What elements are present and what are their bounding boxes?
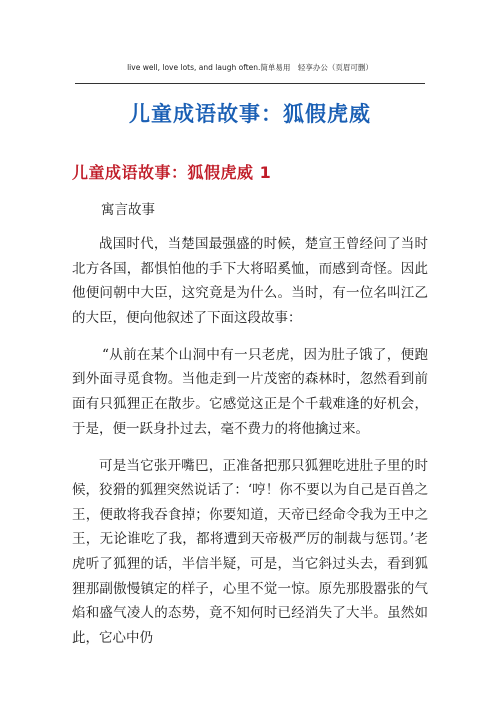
document-title: 儿童成语故事：狐假虎威 [129,102,371,126]
body-text [72,232,428,663]
header-divider [75,83,425,84]
page-header: live well, love lots, and laugh often.简单易用 轻享办公（页眉可删） [127,63,373,72]
paragraph: “从前在某个山洞中有一只老虎，因为肚子饿了，便跑到外面寻觅食物。当他走到一片茂密的森林时，忽然看到前面有只狐狸正在散步。它感觉这正是个千载难逢的好机会，于是，便一跃身扑过去，毫不费力的将他擒过来。 [72,346,428,437]
section-title: 儿童成语故事：狐假虎威 1 [72,163,272,182]
paragraph: 可是当它张开嘴巴，正准备把那只狐狸吃进肚子里的时候，狡猾的狐狸突然说话了：‘哼！你不要以为自己是百兽之王，便敢将我吞食掉；你要知道，天帝已经命令我为王中之王，无论谁吃了我，都将遭到天帝极严厉的制裁与惩罚。’老虎听了狐狸的话，半信半疑，可是，当它斜过头去，看到狐狸那副傲慢镇定的样子，心里不觉一惊。原先那股嚣张的气焰和盛气凌人的态势，竟不知何时已经消失了大半。虽然如此，它心中仍 [72,457,428,646]
section-subhead: 寓言故事 [101,202,155,218]
paragraph: 战国时代，当楚国最强盛的时候，楚宣王曾经问了当时北方各国，都惧怕他的手下大将昭奚恤，而感到奇怪。因此他便问朝中大臣，这究竟是为什么。当时，有一位名叫江乙的大臣，便向他叙述了下面这段故事： [72,236,428,326]
